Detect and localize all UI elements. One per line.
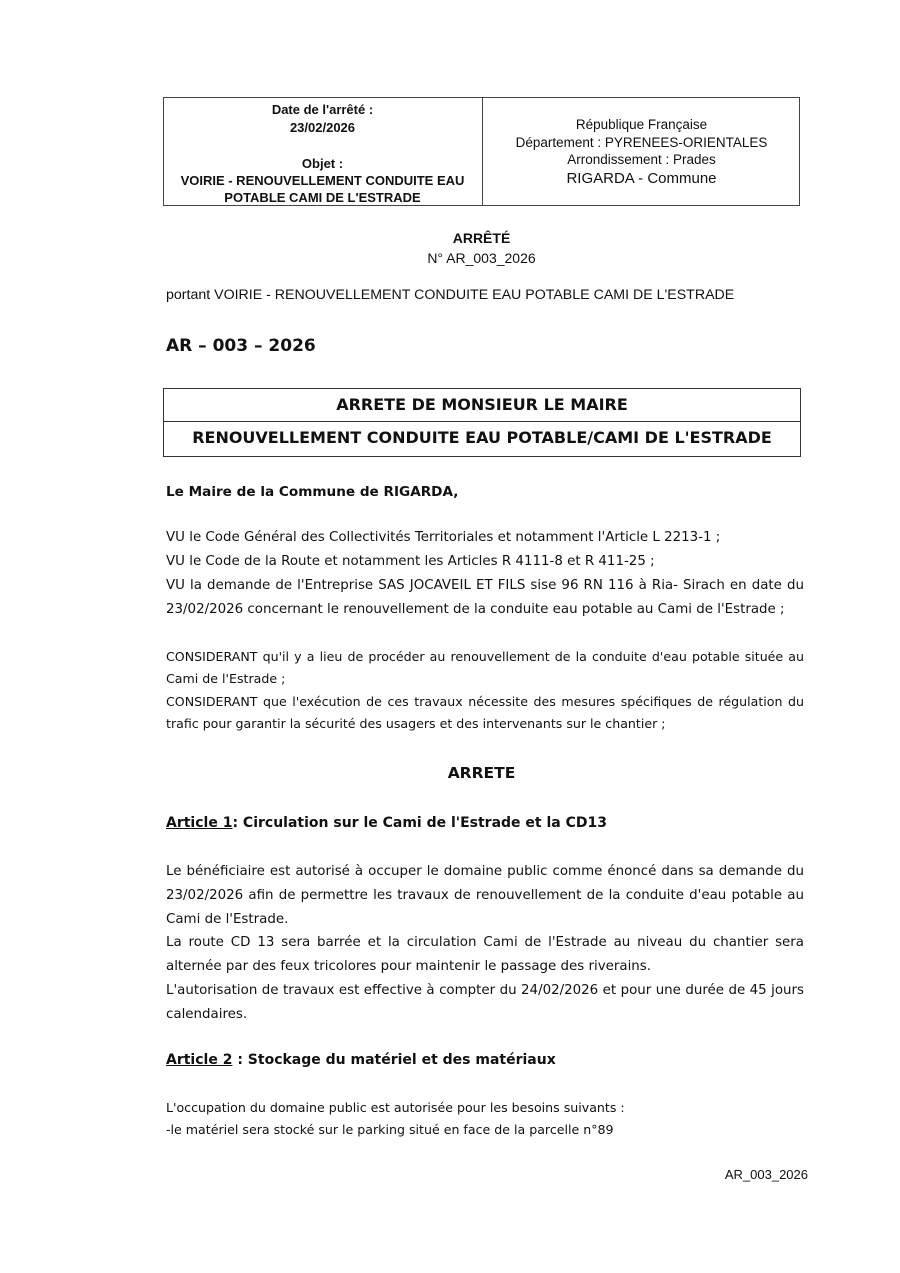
commune: RIGARDA - Commune (566, 170, 717, 187)
banner-objet: RENOUVELLEMENT CONDUITE EAU POTABLE/CAMI DE L'ESTRADE (163, 421, 801, 457)
article-2-title: : Stockage du matériel et des matériaux (232, 1052, 556, 1068)
arrete-number: N° AR_003_2026 (427, 250, 536, 266)
objet-line-1: VOIRIE - RENOUVELLEMENT CONDUITE EAU (180, 173, 465, 188)
banner-maire: ARRETE DE MONSIEUR LE MAIRE (163, 388, 801, 422)
considerant-2: CONSIDERANT que l'exécution de ces travaux nécessite des mesures spécifiques de régulation du trafic pour garantir la sécurité des usagers et des intervenants sur le chantier ; (166, 694, 804, 731)
arrete-heading: ARRETE (447, 764, 516, 782)
article-2-label: Article 2 (166, 1052, 233, 1068)
vu-1: VU le Code Général des Collectivités Territoriales et notamment l'Article L 2213-1 ; (166, 530, 721, 545)
considerant-1: CONSIDERANT qu'il y a lieu de procéder au renouvellement de la conduite d'eau potable située au Cami de l'Estrade ; (166, 649, 804, 686)
arrondissement: Arrondissement : Prades (567, 152, 716, 167)
article-1-p1: Le bénéficiaire est autorisé à occuper le domaine public comme énoncé dans sa demande du 23/02/2026 afin de permettre les travaux de renouvellement de la conduite d'eau potable au Cami de l'Estrade. (166, 864, 804, 927)
republique: République Française (575, 117, 708, 132)
objet-line-2: POTABLE CAMI DE L'ESTRADE (224, 190, 421, 205)
article-1-p2: La route CD 13 sera barrée et la circulation Cami de l'Estrade au niveau du chantier sera alternée par des feux tricolores pour maintenir le passage des riverains. (166, 935, 804, 974)
arrete-reference: AR – 003 – 2026 (166, 336, 316, 356)
article-1-p3: L'autorisation de travaux est effective à compter du 24/02/2026 et pour une durée de 45 jours calendaires. (166, 983, 804, 1022)
objet-label: Objet : (301, 156, 344, 171)
article-1-heading (166, 815, 607, 831)
article-2-p1: L'occupation du domaine public est autorisée pour les besoins suivants : (166, 1100, 625, 1115)
maire-intro: Le Maire de la Commune de RIGARDA, (166, 484, 459, 500)
departement: Département : PYRENEES-ORIENTALES (515, 135, 768, 150)
footer-reference: AR_003_2026 (724, 1167, 808, 1182)
arrete-title: ARRÊTÉ (452, 230, 511, 246)
arrete-date-value: 23/02/2026 (289, 120, 356, 135)
vu-2: VU le Code de la Route et notamment les Articles R 4111-8 et R 411-25 ; (166, 554, 655, 569)
vu-3: VU la demande de l'Entreprise SAS JOCAVEIL ET FILS sise 96 RN 116 à Ria- Sirach en date du 23/02/2026 concernant le renouvellement de la conduite eau potable au Cami de l'Estrade ; (166, 578, 804, 617)
portant-line: portant VOIRIE - RENOUVELLEMENT CONDUITE EAU POTABLE CAMI DE L'ESTRADE (166, 287, 735, 303)
article-1-title: : Circulation sur le Cami de l'Estrade et la CD13 (232, 815, 607, 831)
arrete-date-label: Date de l'arrêté : (271, 102, 374, 117)
article-1-label: Article 1 (166, 815, 233, 831)
article-2-heading (166, 1052, 556, 1068)
article-2-p2: -le matériel sera stocké sur le parking situé en face de la parcelle n°89 (166, 1122, 614, 1137)
